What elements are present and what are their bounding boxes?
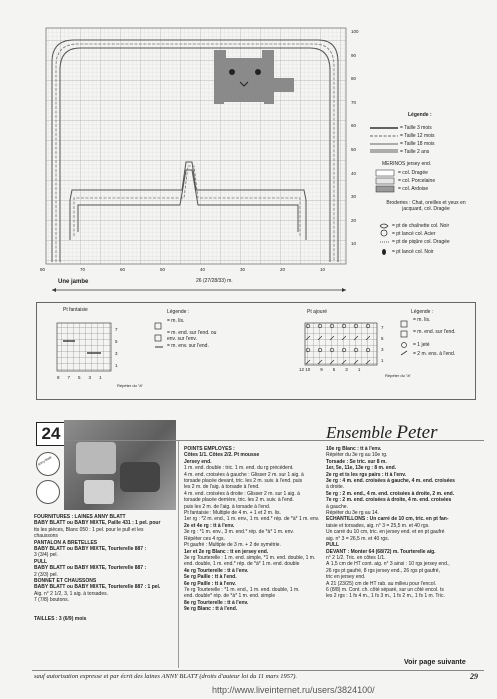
fantasy-row-label: 3 xyxy=(115,351,118,356)
supplies-line: 2 (3/3) pel. xyxy=(34,571,58,578)
supplies-column xyxy=(34,514,172,622)
right-col-line: taisie et torsades, aig. n° 3 = 25,5 m. et 40 rgs. xyxy=(326,522,430,529)
right-col-line: PULL xyxy=(326,542,340,549)
row-number: 50 xyxy=(351,146,357,152)
title-prefix: Ensemble xyxy=(326,423,397,442)
fantasy-row-label: 5 xyxy=(115,339,118,344)
right-col-line: à gauche. xyxy=(326,503,348,510)
ajoure-legend-1: = m. lis. xyxy=(413,317,431,323)
leg-label: Une jambe xyxy=(58,279,89,285)
fantasy-col-label: 3 xyxy=(88,375,92,380)
supplies-line: BABY BLATT ou BABY MIXTE, Tourterelle 887 : 1 pel. xyxy=(34,584,161,591)
next-page: Voir page suivante xyxy=(404,659,466,666)
emb-noir: = pt lancé col. Noir xyxy=(392,249,434,255)
title-rule xyxy=(64,440,484,441)
supplies-line: Aig. n° 2 1/2, 3, 1 aig. à torsades. xyxy=(34,590,108,597)
right-col-line: 5e rg : 2 m. end., 4 m. end. croisées à droite, 2 m. end. xyxy=(326,490,455,497)
row-number: 10 xyxy=(351,241,357,247)
right-col-line: Torsade : Se tric. sur 8 m. xyxy=(326,458,387,465)
supplies-line: BABY BLATT ou BABY MIXTE, Paille 431 : 1 pel. pour xyxy=(34,520,161,527)
right-col-line: À 21 (23/25) cm de HT rab. au milieu pour l'encol. xyxy=(326,580,437,587)
right-col-line: Répéter du 3e rg au 14. xyxy=(326,510,379,517)
points-line: end. double* rép. de *à* 1 m. end. simple xyxy=(184,593,276,600)
col-number: 80 xyxy=(40,267,46,272)
right-col-line: n° 2 1/2. Tric. en côtes 1/1. xyxy=(326,554,386,561)
ajoure-legend-3: = 1 jeté xyxy=(413,342,430,348)
points-line: 1 m. end. double : tric. 1 m. end. du rg précédent. xyxy=(184,465,294,472)
ajoure-legend-2: = m. end. sur l'end. xyxy=(413,329,456,335)
right-col-line: tric en jersey end. xyxy=(326,574,366,581)
right-column xyxy=(326,446,486,600)
supplies-line: PANTALON À BRETELLES xyxy=(34,539,98,546)
col-number: 60 xyxy=(120,267,126,272)
fantasy-legend-2: = m. end. sur l'end. ou env. sur l'env. xyxy=(167,330,217,342)
right-col-line: 26 rgs pt gaufré, 8 rgs jersey end., 26 rgs pt gaufré, xyxy=(326,567,440,574)
stitch-charts-box xyxy=(36,302,476,400)
ajoure-legend-title: Légende : xyxy=(411,309,434,315)
row-number: 90 xyxy=(351,52,357,58)
right-col-line: DEVANT : Monter 64 (68/72) m. Tourterelle aig. xyxy=(326,548,436,555)
ajoure-col-label: 12 10 xyxy=(299,367,311,372)
article-number-badge xyxy=(36,422,66,446)
supplies-line: BABY BLATT ou BABY MIXTE, Tourterelle 887 : xyxy=(34,546,147,553)
fantasy-title: Pt fantaisie xyxy=(63,307,88,313)
points-line: Pt fantaisie : Multiple de 4 m. + 1 et 2 m. lis. xyxy=(184,510,281,517)
points-line: 3e rg : *1 m. env., 3 m. end.* rép. de *à* 1 m. env. xyxy=(184,529,294,536)
size-2y: = Taille 2 ans xyxy=(400,149,430,155)
supplies-line: BONNET ET CHAUSSONS xyxy=(34,578,97,585)
emb-acier: = pt lancé col. Acier xyxy=(392,231,436,237)
right-col-line: 6 (8/8) m. Cont. ch. côté séparé, sur un côté encol. ts xyxy=(326,586,444,593)
right-col-line: Répéter du 3e rg au 10e rg. xyxy=(326,452,388,459)
right-col-line: 7e rg : 2 m. end. croisées à droite, 4 m. end. croisées xyxy=(326,497,452,504)
fantasy-legend-3: = m. env. sur l'end. xyxy=(167,343,209,349)
col-number: 30 xyxy=(240,267,246,272)
supplies-heading: FOURNITURES : LAINES ANNY BLATT xyxy=(34,514,126,520)
ajoure-row-label: 1 xyxy=(381,358,384,363)
supplies-line: tts les pièces, Blanc 050 : 1 pel. pour le pull et les xyxy=(34,526,144,533)
ajoure-legend-4: = 2 m. ens. à l'end. xyxy=(413,351,456,357)
fantasy-row-label: 1 xyxy=(115,363,118,368)
points-line: torsade placée derrière, tric. les 2 m. suiv. à l'end. xyxy=(184,497,294,504)
fantasy-col-label: 7 xyxy=(67,375,71,380)
col-number-row xyxy=(40,267,352,275)
points-line: end. double, 1 m. end.* rép. de *à* 1 m. end. double xyxy=(184,561,300,568)
points-line: 9e rg Blanc : tt à l'end. xyxy=(184,606,238,613)
supplies-line: BABY BLATT ou BABY MIXTE, Tourterelle 887 : xyxy=(34,565,147,572)
row-number: 30 xyxy=(351,194,357,200)
right-col-line: aig. n° 3 = 26,5 m. et 40 rgs. xyxy=(326,535,390,542)
fantasy-repeat: Répéter du "à" xyxy=(117,383,143,388)
row-number: 100 xyxy=(351,29,359,34)
brand-name: anny blatt xyxy=(37,455,53,467)
supplies-line: chaussons xyxy=(34,533,58,540)
col-number: 70 xyxy=(80,267,86,272)
points-line: 1er rg : *2 m. end., 1 m. env., 1 m. end.* rép. de *à* 1 m. env. xyxy=(184,516,320,523)
points-line: 4 m. end. croisées à gauche : Glisser 2 m. sur 1 aig. à xyxy=(184,471,304,478)
points-line: 8e rg Tourterelle : tt à l'env. xyxy=(184,599,249,606)
points-column xyxy=(184,446,320,613)
points-line: 1er et 2e rg Blanc : tt en jersey end. xyxy=(184,548,269,555)
product-photo xyxy=(64,420,176,510)
points-line: 7e rg Tourterelle : *1 m. end., 1 m. end. double, 1 m. xyxy=(184,586,300,593)
points-line: 4e rg Tourterelle : tt à l'env. xyxy=(184,567,249,574)
fantasy-col-label: 5 xyxy=(78,375,81,380)
col-number: 40 xyxy=(200,267,206,272)
points-line: Côtes 1/1. Côtes 2/2. Pt mousse xyxy=(184,452,260,459)
fantasy-legend-title: Légende : xyxy=(167,309,190,315)
points-line: Pt gaufré : Multiple de 3 m. + 2 de symétrie. xyxy=(184,542,281,549)
points-line: torsade placée devant, tric. les 2 m. suiv. à l'end. puis xyxy=(184,478,303,485)
right-col-line: 1er, 5e, 11e, 13e rg : 8 m. end. xyxy=(326,465,397,472)
size-3m: = Taille 3 mois xyxy=(400,125,432,131)
points-line: 6e rg Paille : tt à l'env. xyxy=(184,580,236,587)
col-number: 10 xyxy=(320,267,326,272)
fantasy-col-label: 8 xyxy=(57,375,60,380)
brand-logo xyxy=(34,450,62,506)
fantasy-row-label: 7 xyxy=(115,327,118,332)
points-line: 5e rg Paille : tt à l'end. xyxy=(184,574,237,581)
col-number: 20 xyxy=(280,267,286,272)
title-name: Peter xyxy=(396,422,438,443)
size-18m: = Taille 18 mois xyxy=(400,141,435,147)
footer-text: sauf autorisation expresse et par écrit des laines ANNY BLATT (droits d'auteur loi du 11 mars 1957). xyxy=(34,673,298,680)
points-line: puis les 2 m. de l'aig. à torsade à l'end. xyxy=(184,503,271,510)
legend-title: Légende : xyxy=(408,112,432,118)
footer-rule xyxy=(32,670,484,671)
color-ardoise: = col. Ardoise xyxy=(398,186,429,192)
right-col-line: ÉCHANTILLONS : Un carré de 10 cm, tric. en pt fan- xyxy=(326,516,449,523)
ajoure-col-label: 3 xyxy=(345,367,348,372)
right-col-line: les 2 rgs : 1 fs 4 m., 1 fs 3 m., 1 fs 2 m., 1 fs 1 m. Tric. xyxy=(326,593,445,600)
ajoure-col-label: 1 xyxy=(357,367,361,372)
points-line: les 2 m. de l'aig. à torsade à l'end. xyxy=(184,484,260,491)
ajoure-row-label: 5 xyxy=(381,336,384,341)
ajoure-col-label: 9 xyxy=(320,367,323,372)
points-line: 4 m. end. croisées à droite : Glisser 2 m. sur 1 aig. à xyxy=(184,490,300,497)
ajoure-col-labels xyxy=(299,367,379,373)
merinos-title: MERINOS jersey end. xyxy=(382,161,432,167)
ajoure-title: Pt ajouré xyxy=(307,309,328,315)
size-legend xyxy=(368,112,472,255)
points-line: 2e et 4e rg : tt à l'env. xyxy=(184,522,235,529)
col-number: 50 xyxy=(160,267,166,272)
color-dragee: = col. Dragée xyxy=(398,170,428,176)
right-col-line: À 1,5 cm de HT cont. aig. n° 3 ainsi : 10 rgs jersey end., xyxy=(326,561,450,568)
fantasy-row-labels xyxy=(115,327,118,375)
width-label: 26 (27/28/33) m. xyxy=(196,278,233,284)
supplies-line: 7 (7/8) boutons. xyxy=(34,597,70,604)
right-col-line: à droite. xyxy=(326,484,345,491)
points-line: POINTS EMPLOYÉS : xyxy=(184,446,235,452)
ajoure-row-labels xyxy=(381,325,384,369)
right-col-line: 2e rg et ts les rgs pairs : tt à l'env. xyxy=(326,471,407,478)
watermark: http://www.liveinternet.ru/users/3824100/ xyxy=(212,685,375,695)
row-number: 70 xyxy=(351,99,357,105)
right-col-line: 10e rg Blanc : tt à l'env. xyxy=(326,446,382,452)
row-number: 40 xyxy=(351,170,357,176)
size-12m: = Taille 12 mois xyxy=(400,133,435,139)
ajoure-row-label: 3 xyxy=(381,347,384,352)
row-number: 60 xyxy=(351,123,357,129)
emb-chainette: = pt de chaînette col. Noir xyxy=(392,223,450,229)
embroidery-title: Broderies : Chat, oreilles et yeux en jacquard, col. Dragée xyxy=(386,200,466,212)
column-divider xyxy=(178,440,179,668)
color-porcelaine: = col. Porcelaine xyxy=(398,178,436,184)
points-line: 3e rg Tourterelle : 1 m. end. simple, *1 m. end. double, 1 m. xyxy=(184,554,316,561)
sizes: TAILLES : 3 (6/9) mois xyxy=(34,615,87,622)
supplies-line: PULL xyxy=(34,558,48,565)
stitch-charts-svg xyxy=(37,303,475,399)
points-line: Jersey end. xyxy=(184,458,212,465)
fantasy-legend-1: = m. lis. xyxy=(167,318,185,324)
supplies-line: 3 (3/4) pel. xyxy=(34,552,58,559)
emb-piqure: = pt de piqûre col. Dragée xyxy=(392,239,450,245)
ajoure-row-label: 7 xyxy=(381,325,384,330)
page-number: 29 xyxy=(470,672,478,681)
row-number-column xyxy=(351,29,363,265)
row-number: 20 xyxy=(351,217,357,223)
right-col-line: Un carré du 10 cm, tric. en jersey end. et en pt gaufré xyxy=(326,529,445,536)
ajoure-col-label: 5 xyxy=(332,367,336,372)
ajoure-repeat: Répéter du "à" xyxy=(385,373,411,378)
right-col-line: 3e rg : 4 m. end. croisées à gauche, 4 m. end. croisées xyxy=(326,478,455,485)
fantasy-col-label: 1 xyxy=(99,375,102,380)
article-number: 24 xyxy=(41,424,61,443)
points-line: Répéter ces 4 rgs. xyxy=(184,535,225,542)
fantasy-col-labels xyxy=(57,375,117,381)
row-number: 80 xyxy=(351,76,357,82)
